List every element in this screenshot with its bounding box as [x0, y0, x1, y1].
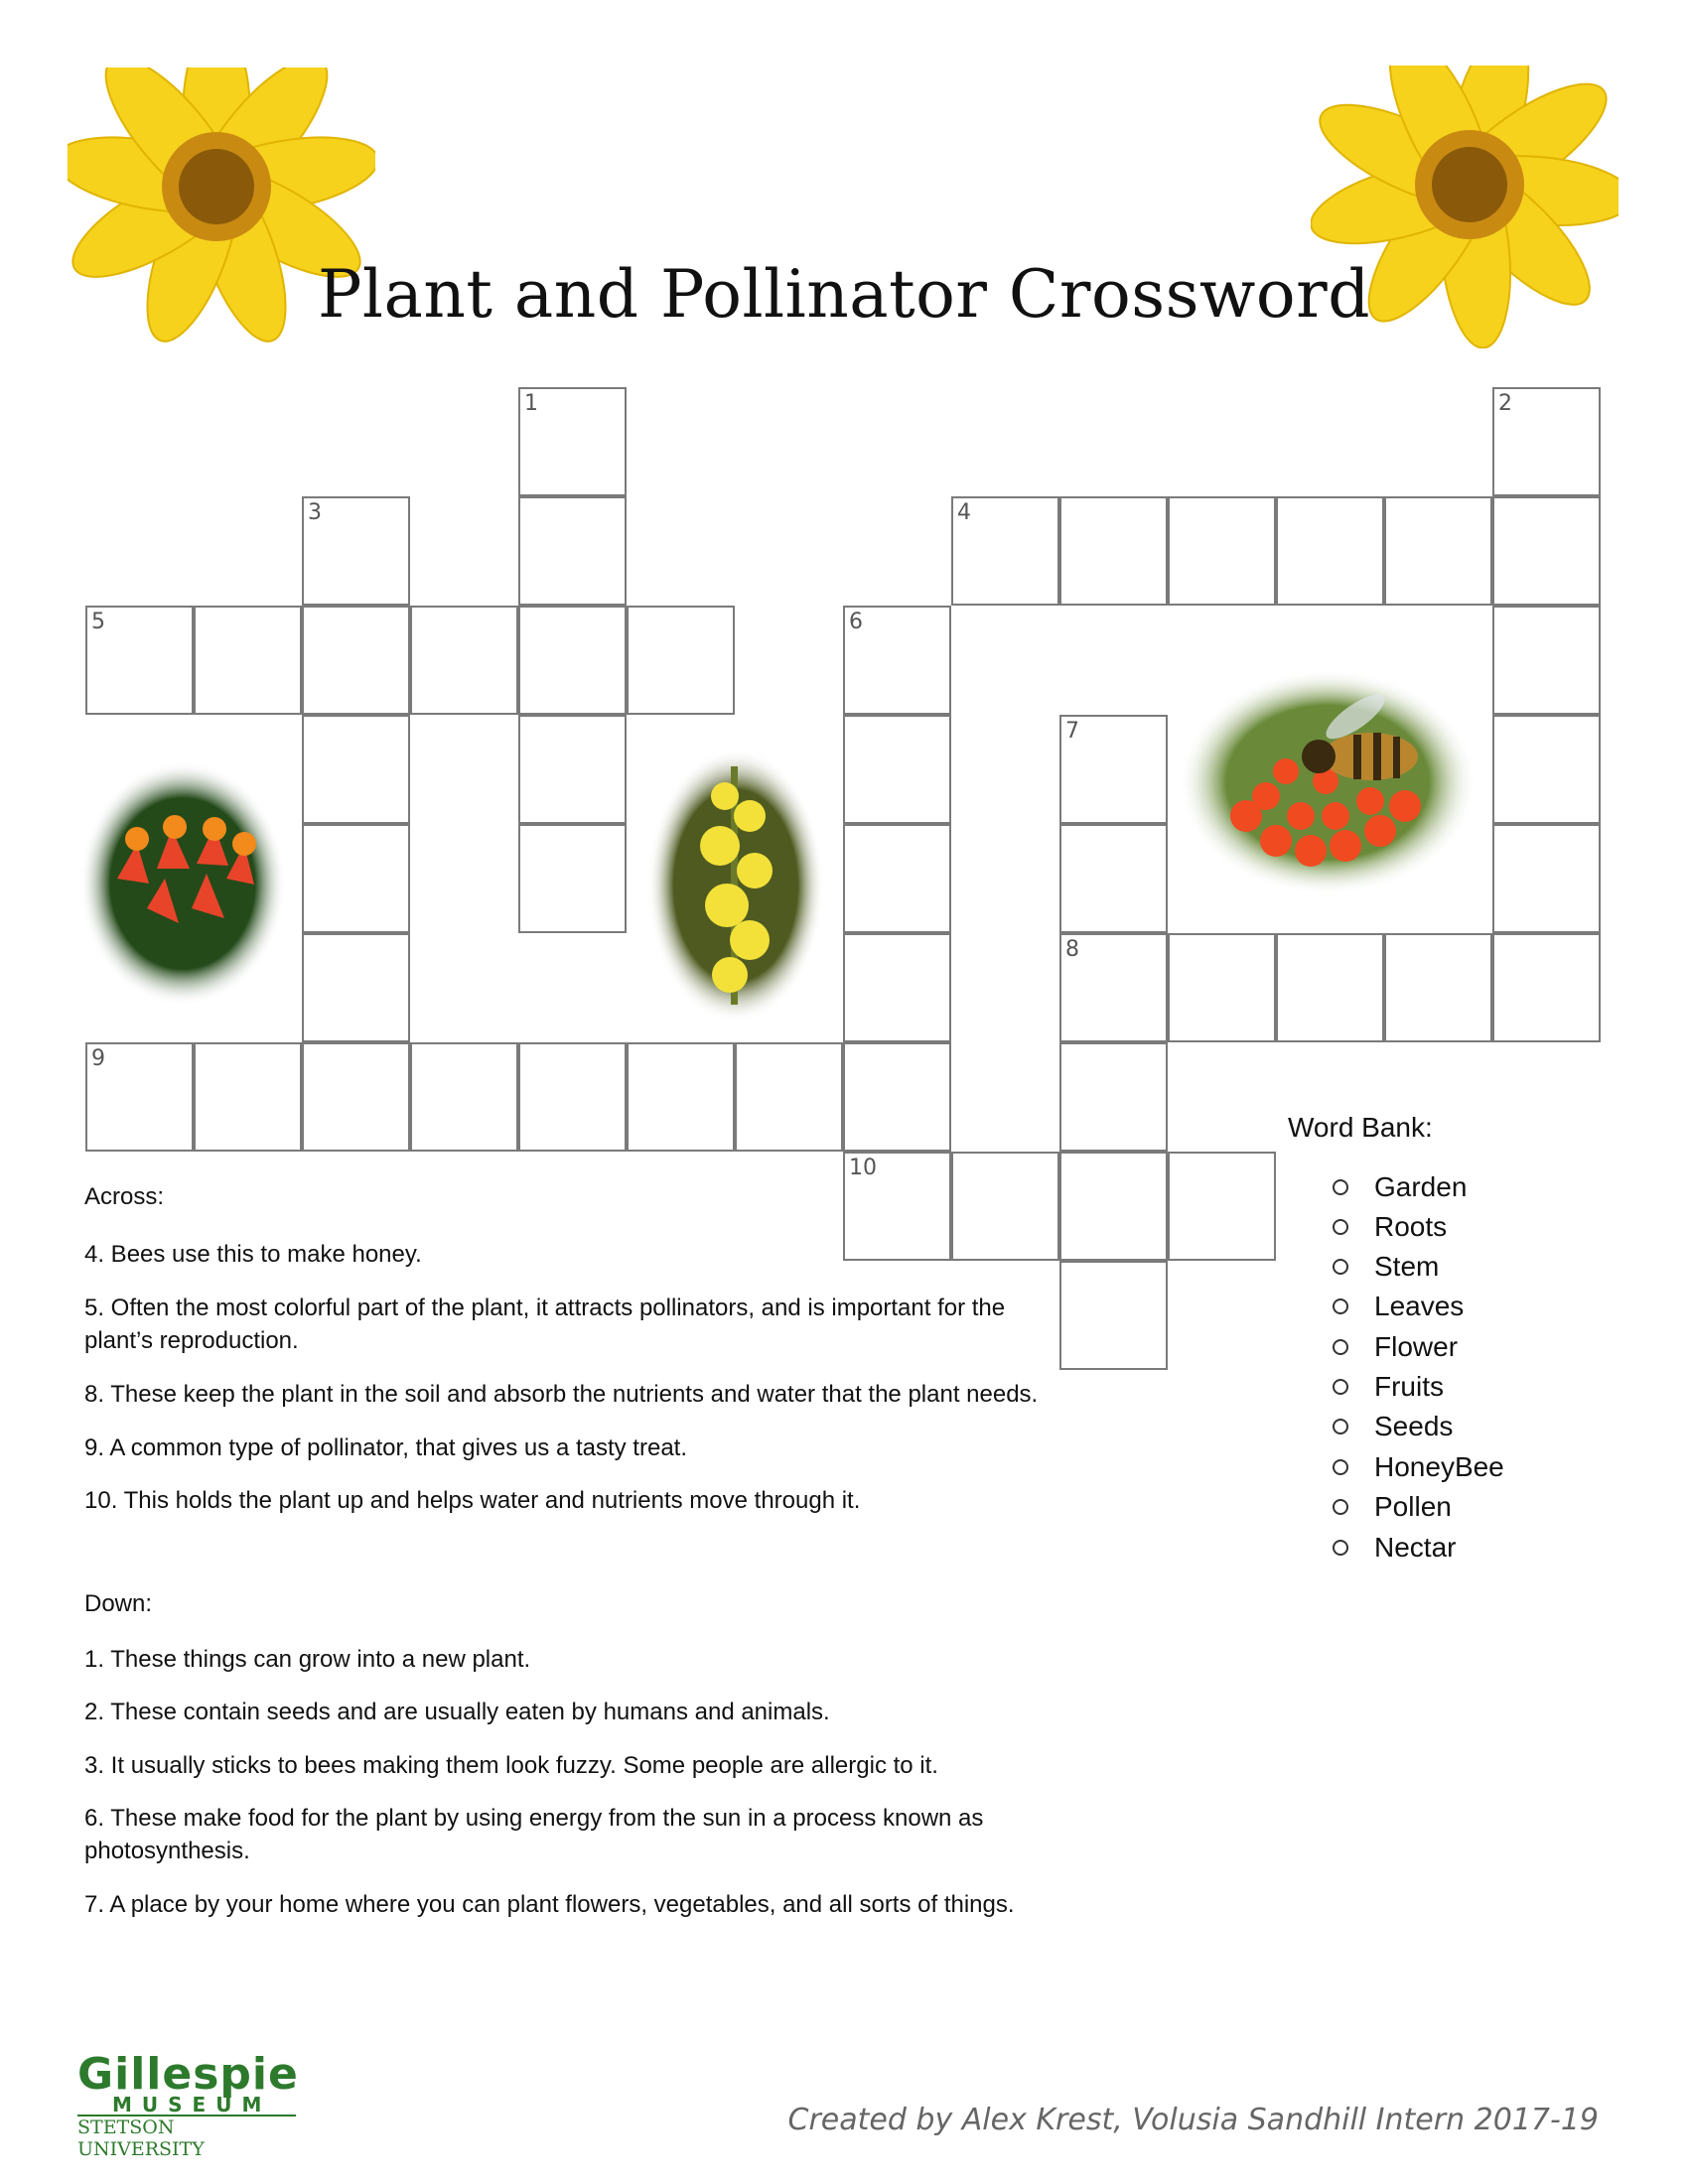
circle-bullet-icon: [1333, 1339, 1348, 1355]
crossword-cell[interactable]: [1384, 933, 1492, 1042]
crossword-cell[interactable]: [1492, 824, 1601, 933]
down-heading: Down:: [84, 1590, 153, 1617]
word-bank-item: Leaves: [1333, 1291, 1464, 1322]
crossword-cell[interactable]: [1059, 824, 1168, 933]
down-clue-3: 3. It usually sticks to bees making them look fuzzy. Some people are allergic to it.: [84, 1752, 938, 1779]
crossword-cell[interactable]: [518, 824, 627, 933]
word-bank-item: Nectar: [1333, 1532, 1456, 1564]
crossword-cell[interactable]: [627, 606, 735, 715]
crossword-cell[interactable]: [1492, 496, 1601, 606]
crossword-cell[interactable]: [518, 715, 627, 824]
clue-number: 7: [1065, 719, 1079, 744]
circle-bullet-icon: [1333, 1298, 1348, 1314]
across-clue-5: 5. Often the most colorful part of the plant, it attracts pollinators, and is important for the plant’s reproduction.: [84, 1295, 1006, 1354]
circle-bullet-icon: [1333, 1459, 1348, 1475]
crossword-cell[interactable]: [843, 933, 951, 1042]
crossword-cell[interactable]: [1492, 715, 1601, 824]
down-clue-1: 1. These things can grow into a new plant.: [84, 1646, 531, 1673]
across-heading: Across:: [84, 1183, 165, 1210]
logo-museum: MUSEUM: [112, 2093, 272, 2116]
page-title: Plant and Pollinator Crossword: [318, 256, 1370, 333]
circle-bullet-icon: [1333, 1540, 1348, 1556]
across-clue-8: 8. These keep the plant in the soil and absorb the nutrients and water that the plant needs.: [84, 1381, 1039, 1408]
crossword-cell[interactable]: [1492, 606, 1601, 715]
crossword-cell[interactable]: [302, 933, 410, 1042]
clue-number: 5: [91, 610, 105, 634]
clue-number: 9: [91, 1046, 105, 1071]
across-clue-9: 9. A common type of pollinator, that gives us a tasty treat.: [84, 1434, 687, 1461]
circle-bullet-icon: [1333, 1219, 1348, 1235]
crossword-cell[interactable]: [518, 1042, 627, 1152]
circle-bullet-icon: [1333, 1419, 1348, 1434]
credit-line: Created by Alex Krest, Volusia Sandhill Intern 2017-19: [787, 2103, 1599, 2137]
crossword-cell[interactable]: [302, 824, 410, 933]
mullein-flower-photo: [645, 747, 826, 1024]
crossword-cell[interactable]: [194, 606, 302, 715]
word-bank-item: Fruits: [1333, 1371, 1444, 1403]
clue-number: 4: [957, 500, 971, 525]
down-clue-7: 7. A place by your home where you can plant flowers, vegetables, and all sorts of things.: [84, 1891, 1015, 1918]
crossword-cell[interactable]: [194, 1042, 302, 1152]
bee-on-flower-photo: [1177, 667, 1479, 897]
crossword-cell[interactable]: [302, 1042, 410, 1152]
circle-bullet-icon: [1333, 1179, 1348, 1195]
word-bank-item: Flower: [1333, 1331, 1458, 1363]
circle-bullet-icon: [1333, 1499, 1348, 1515]
crossword-cell[interactable]: [1384, 496, 1492, 606]
clue-number: 10: [849, 1156, 877, 1180]
clue-number: 1: [524, 391, 538, 416]
crossword-cell[interactable]: [1276, 933, 1384, 1042]
crossword-cell[interactable]: [1059, 1261, 1168, 1370]
crossword-cell[interactable]: [1492, 933, 1601, 1042]
word-bank-item: Garden: [1333, 1171, 1467, 1203]
logo-name: Gillespie: [77, 2049, 299, 2100]
crossword-cell[interactable]: [302, 715, 410, 824]
across-clue-4: 4. Bees use this to make honey.: [84, 1241, 422, 1268]
crossword-cell[interactable]: [410, 606, 518, 715]
clue-number: 6: [849, 610, 863, 634]
clue-number: 2: [1498, 391, 1512, 416]
crossword-cell[interactable]: [843, 824, 951, 933]
word-bank-item: Pollen: [1333, 1491, 1452, 1523]
across-clue-10: 10. This holds the plant up and helps water and nutrients move through it.: [84, 1487, 861, 1514]
down-clue-2: 2. These contain seeds and are usually eaten by humans and animals.: [84, 1699, 830, 1725]
crossword-cell[interactable]: [1168, 933, 1276, 1042]
word-bank-title: Word Bank:: [1288, 1112, 1433, 1143]
milkweed-flower-photo: [77, 759, 288, 1008]
crossword-cell[interactable]: [735, 1042, 843, 1152]
crossword-cell[interactable]: [627, 1042, 735, 1152]
crossword-cell[interactable]: [843, 715, 951, 824]
circle-bullet-icon: [1333, 1259, 1348, 1275]
crossword-cell[interactable]: [302, 606, 410, 715]
crossword-cell[interactable]: [1168, 496, 1276, 606]
circle-bullet-icon: [1333, 1379, 1348, 1395]
clue-number: 3: [308, 500, 322, 525]
crossword-cell[interactable]: [1059, 496, 1168, 606]
word-bank-item: Roots: [1333, 1211, 1447, 1243]
crossword-cell[interactable]: [518, 496, 627, 606]
crossword-cell[interactable]: [410, 1042, 518, 1152]
crossword-cell[interactable]: [1276, 496, 1384, 606]
word-bank-item: Seeds: [1333, 1411, 1453, 1442]
crossword-cell[interactable]: [1168, 1152, 1276, 1261]
word-bank-item: Stem: [1333, 1251, 1439, 1283]
clue-number: 8: [1065, 937, 1079, 962]
down-clue-6: 6. These make food for the plant by using energy from the sun in a process known as photosynthesis.: [84, 1805, 984, 1864]
crossword-cell[interactable]: [518, 606, 627, 715]
crossword-cell[interactable]: [1059, 1042, 1168, 1152]
crossword-cell[interactable]: [843, 1042, 951, 1152]
word-bank-item: HoneyBee: [1333, 1451, 1504, 1483]
logo-university: STETSON UNIVERSITY: [77, 2115, 296, 2160]
